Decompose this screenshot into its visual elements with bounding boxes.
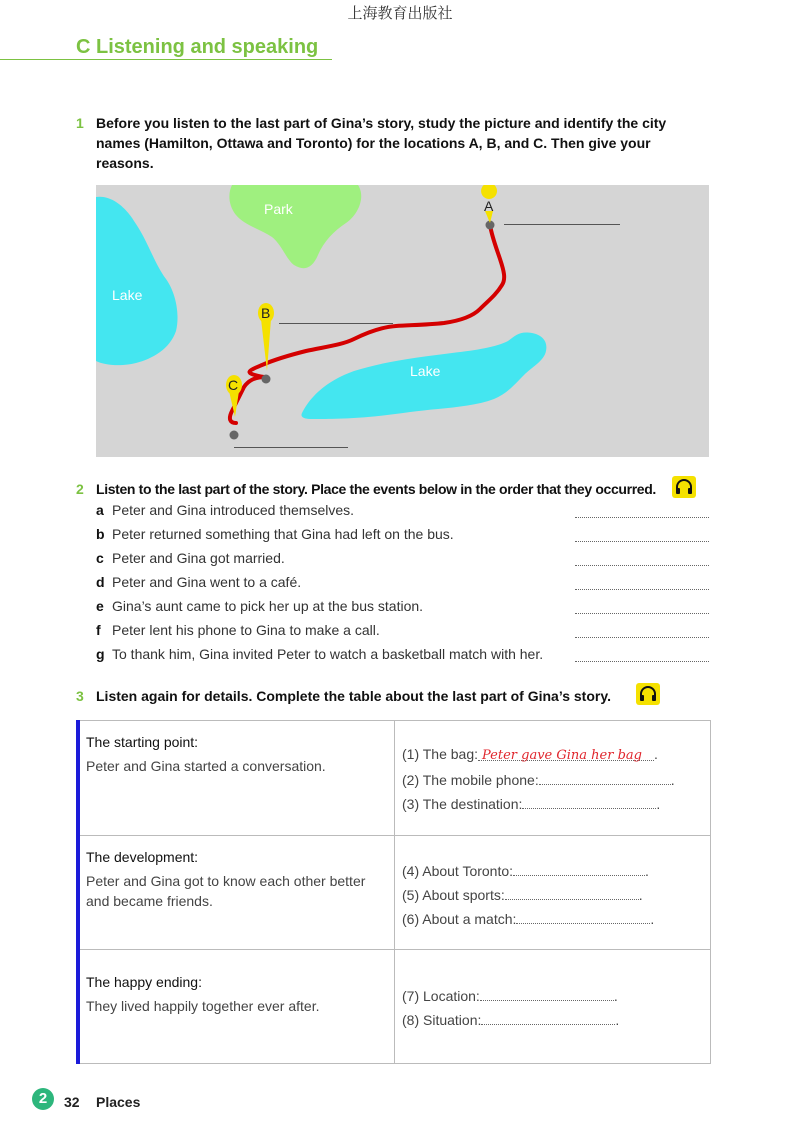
blank-label: (3) The destination: [402,796,523,812]
row-title: The happy ending: [86,974,202,990]
blank-period: . [613,988,618,1004]
city-map [96,185,709,457]
event-letter: b [96,526,105,542]
map-drawing [96,185,709,457]
list-item [96,598,423,614]
lake-left-area [96,197,178,365]
list-item [96,574,301,590]
table-accent-bar [76,720,80,1064]
table-divider-1 [80,835,711,836]
order-answer-line[interactable] [575,637,709,638]
blank-label: (6) About a match: [402,911,517,927]
list-item [96,550,285,566]
event-letter: c [96,550,104,566]
question-3-number: 3 [76,688,84,704]
fill-in-blank [402,861,649,879]
list-item [96,526,454,542]
question-1-text: Before you listen to the last part of Gina’s story, study the picture and identify the city names (Hamilton, Ottawa and Toronto) for the locations A, B, and C. Then give your reasons. [96,115,667,171]
blank-period: . [670,772,675,788]
row-description: Peter and Gina got to know each other better and became friends. [86,873,366,909]
event-letter: g [96,646,105,662]
answer-field[interactable] [480,986,614,1001]
answer-line-c[interactable] [234,447,348,448]
blank-label: (5) About sports: [402,887,505,903]
event-letter: d [96,574,105,590]
event-letter: a [96,502,104,518]
story-table [76,720,711,1064]
headphones-icon [636,683,660,705]
lake-left-label: Lake [112,287,143,303]
fill-in-blank [402,794,660,812]
answer-line-b[interactable] [279,323,393,324]
blank-period: . [645,863,649,879]
list-item [96,646,543,662]
list-item [96,502,354,518]
blank-label: (4) About Toronto: [402,863,514,879]
lake-right-label: Lake [410,363,441,379]
pin-label-b: B [261,305,271,321]
city-dot-c [230,431,239,440]
row-description: They lived happily together ever after. [86,998,320,1014]
unit-badge: 2 [32,1088,54,1110]
pin-label-a: A [484,198,494,214]
answer-line-a[interactable] [504,224,620,225]
fill-in-blank [402,746,658,762]
pin-label-c: C [228,377,239,393]
publisher-header: 上海教育出版社 [347,4,453,22]
blank-label: (8) Situation: [402,1012,482,1028]
answer-field[interactable] [539,770,671,785]
answer-field[interactable] [481,1010,615,1025]
list-item [96,622,380,638]
question-3-text: Listen again for details. Complete the table about the last part of Gina’s story. [96,688,611,704]
answer-field[interactable] [505,885,639,900]
handwritten-answer: Peter gave Gina her bag [482,748,642,763]
page-number: 32 [64,1094,80,1110]
row-title: The starting point: [86,734,199,750]
order-answer-line[interactable] [575,613,709,614]
answer-field[interactable] [516,909,650,924]
row-description: Peter and Gina started a conversation. [86,758,326,774]
fill-in-blank [402,1010,619,1028]
blank-period: . [650,911,655,927]
order-answer-line[interactable] [575,661,709,662]
question-2-number: 2 [76,481,84,497]
event-letter: e [96,598,104,614]
blank-label: (7) Location: [402,988,480,1004]
table-divider-2 [80,949,711,950]
event-text: Peter lent his phone to Gina to make a call. [112,622,380,638]
event-letter: f [96,622,101,638]
table-column-divider [394,720,395,1064]
order-answer-line[interactable] [575,517,709,518]
blank-period: . [654,746,658,762]
order-answer-line[interactable] [575,541,709,542]
headphones-icon [672,476,696,498]
city-dot-b [262,375,271,384]
park-label: Park [264,201,293,217]
pin-marker-a [481,185,497,199]
blank-label: (2) The mobile phone: [402,772,539,788]
fill-in-blank [402,885,643,903]
section-divider [0,59,332,60]
event-text: Peter and Gina got married. [112,550,285,566]
table-border-right [710,720,711,1064]
table-border-bottom [80,1063,711,1064]
event-text: Peter and Gina went to a café. [112,574,302,590]
answer-field[interactable] [478,746,654,761]
blank-label: (1) The bag: [402,746,479,762]
blank-period: . [615,1012,620,1028]
event-text: Peter and Gina introduced themselves. [112,502,355,518]
blank-period: . [638,887,643,903]
question-2-text: Listen to the last part of the story. Place the events below in the order that they occurred. [96,481,656,497]
fill-in-blank [402,770,675,788]
section-title: C Listening and speaking [76,36,319,58]
park-area [229,185,361,268]
order-answer-line[interactable] [575,589,709,590]
event-text: To thank him, Gina invited Peter to watch a basketball match with her. [112,646,544,662]
answer-field[interactable] [513,861,645,876]
blank-period: . [656,796,661,812]
fill-in-blank [402,909,654,927]
order-answer-line[interactable] [575,565,709,566]
unit-title: Places [96,1094,141,1110]
event-text: Peter returned something that Gina had left on the bus. [112,526,454,542]
fill-in-blank [402,986,618,1004]
answer-field[interactable] [522,794,656,809]
event-text: Gina’s aunt came to pick her up at the bus station. [112,598,424,614]
row-title: The development: [86,849,199,865]
question-1-number: 1 [76,115,84,131]
table-border-top [80,720,711,721]
